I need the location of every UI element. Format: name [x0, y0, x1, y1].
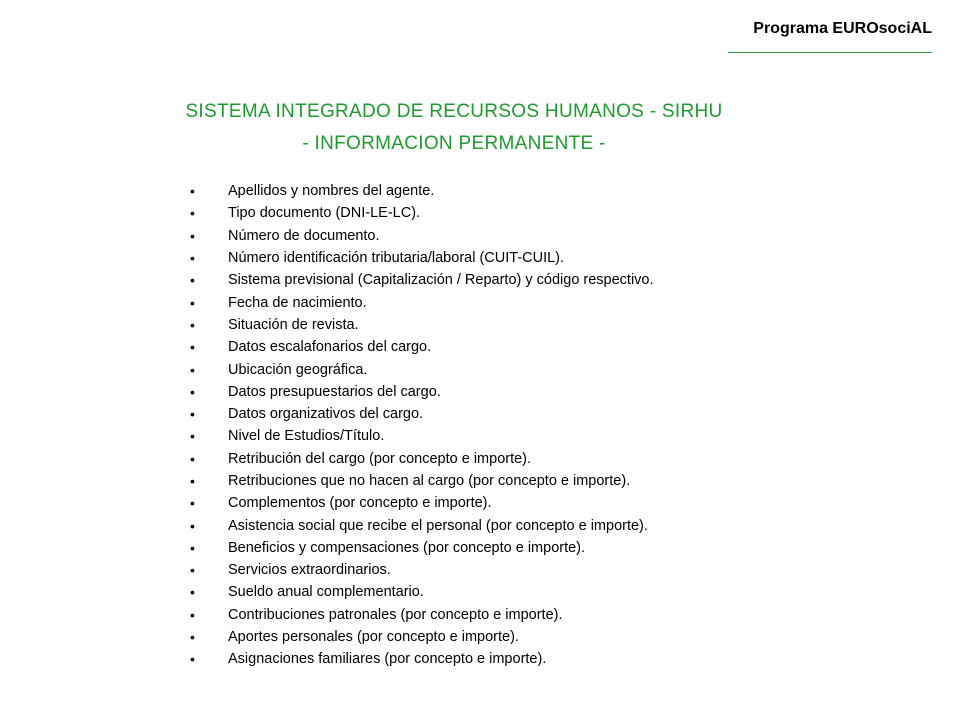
- title-line-2: - INFORMACION PERMANENTE -: [302, 133, 606, 154]
- bullet-icon: •: [190, 339, 195, 356]
- list-item: [190, 381, 890, 403]
- bullet-icon: •: [190, 205, 195, 222]
- list-item-text: Retribuciones que no hacen al cargo (por concepto e importe).: [228, 473, 631, 489]
- list-item-text: Aportes personales (por concepto e importe).: [228, 629, 519, 646]
- bullet-icon: •: [190, 250, 195, 267]
- bullet-icon: •: [190, 584, 195, 601]
- list-item: [190, 358, 890, 380]
- list-item: [190, 559, 890, 581]
- list-item-text: Servicios extraordinarios.: [228, 562, 391, 579]
- information-list: [190, 180, 890, 671]
- bullet-icon: •: [190, 383, 195, 400]
- bullet-icon: •: [190, 406, 195, 423]
- bullet-icon: •: [190, 450, 195, 467]
- list-item-text: Complementos (por concepto e importe).: [228, 495, 492, 512]
- bullet-icon: •: [190, 495, 195, 512]
- list-item: [190, 180, 890, 202]
- bullet-icon: •: [190, 428, 195, 445]
- list-item-text: Contribuciones patronales (por concepto e importe).: [228, 606, 563, 623]
- list-item: [190, 247, 890, 269]
- list-item: [190, 403, 890, 425]
- page-title: [0, 96, 908, 160]
- list-item-text: Asistencia social que recibe el personal (por concepto e importe).: [228, 517, 648, 534]
- bullet-icon: •: [190, 651, 195, 668]
- list-item-text: Nivel de Estudios/Título.: [228, 428, 385, 445]
- list-item: [190, 626, 890, 648]
- list-item-text: Número de documento.: [228, 227, 380, 244]
- bullet-icon: •: [190, 272, 195, 289]
- list-item-text: Fecha de nacimiento.: [228, 294, 367, 311]
- list-item: [190, 648, 890, 670]
- list-item-text: Ubicación geográfica.: [228, 361, 368, 378]
- list-item: [190, 269, 890, 291]
- list-item-text: Apellidos y nombres del agente.: [228, 183, 435, 200]
- bullet-icon: •: [190, 606, 195, 623]
- list-item-text: Beneficios y compensaciones (por concepto e importe).: [228, 539, 586, 556]
- list-item: [190, 514, 890, 536]
- list-item: [190, 336, 890, 358]
- list-item: [190, 492, 890, 514]
- list-item: [190, 425, 890, 447]
- title-line-1: SISTEMA INTEGRADO DE RECURSOS HUMANOS - SIRHU: [185, 101, 723, 122]
- list-item-text: Asignaciones familiares (por concepto e importe).: [228, 651, 547, 668]
- list-item-text: Tipo documento (DNI-LE-LC).: [228, 205, 421, 222]
- bullet-icon: •: [190, 539, 195, 556]
- bullet-icon: •: [190, 316, 195, 333]
- bullet-icon: •: [190, 629, 195, 646]
- bullet-icon: •: [190, 562, 195, 579]
- list-item: [190, 202, 890, 224]
- list-item-text: Sistema previsional (Capitalización / Reparto) y código respectivo.: [228, 272, 654, 289]
- list-item-text: Retribución del cargo (por concepto e importe).: [228, 450, 532, 467]
- bullet-icon: •: [190, 473, 195, 489]
- brand-underline: [728, 52, 932, 53]
- list-item-text: Datos escalafonarios del cargo.: [228, 339, 432, 356]
- list-item: [190, 470, 890, 492]
- list-item: [190, 537, 890, 559]
- list-item: [190, 604, 890, 626]
- list-item-text: Número identificación tributaria/laboral (CUIT-CUIL).: [228, 250, 565, 267]
- list-item: [190, 448, 890, 470]
- list-item: [190, 581, 890, 603]
- bullet-icon: •: [190, 227, 195, 244]
- list-item: [190, 314, 890, 336]
- list-item-text: Datos presupuestarios del cargo.: [228, 383, 441, 400]
- list-item: [190, 225, 890, 247]
- bullet-icon: •: [190, 294, 195, 311]
- bullet-icon: •: [190, 361, 195, 378]
- list-item: [190, 291, 890, 313]
- bullet-icon: •: [190, 183, 195, 200]
- bullet-icon: •: [190, 517, 195, 534]
- list-item-text: Situación de revista.: [228, 316, 359, 333]
- list-item-text: Datos organizativos del cargo.: [228, 406, 424, 423]
- brand-label: Programa EUROsociAL: [753, 20, 932, 37]
- list-item-text: Sueldo anual complementario.: [228, 584, 424, 601]
